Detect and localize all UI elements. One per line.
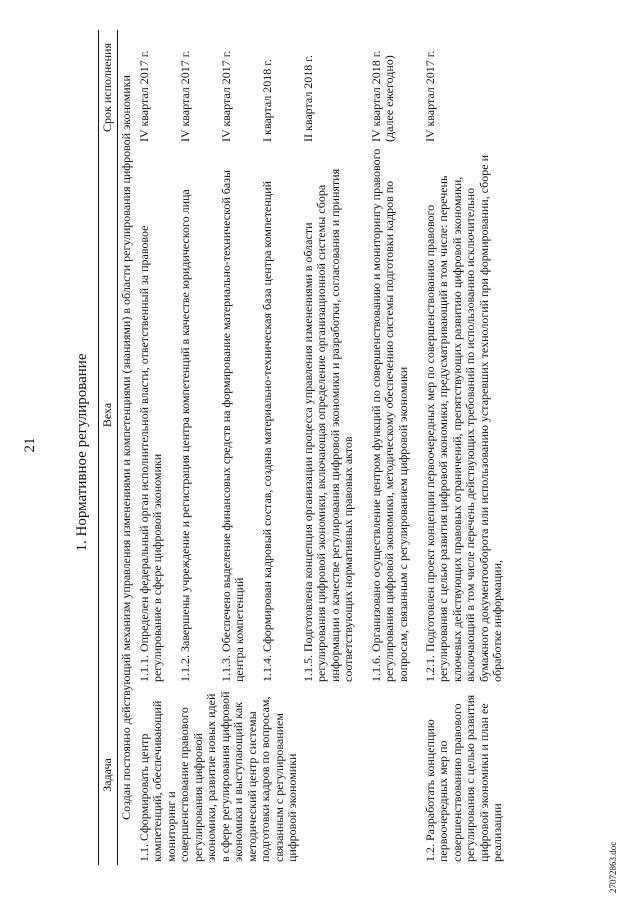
header-row bbox=[99, 30, 118, 865]
milestone-1-1-3: 1.1.3. Обеспечено выделение финансовых средств на формирование материально-технической базы центра компетенций bbox=[218, 169, 246, 682]
milestone-1-1-4: 1.1.4. Сформирован кадровый состав, создана материально-техническая база центра компетенций bbox=[259, 180, 274, 682]
goal-row bbox=[118, 30, 138, 865]
deadline-1-2-1: IV квартал 2017 г. bbox=[422, 50, 437, 142]
deadline-1-1-6: IV квартал 2018 г. (далее ежегодно) bbox=[368, 50, 396, 142]
footer-filename: 27072863.doc bbox=[608, 841, 618, 893]
milestone-1-1-6: 1.1.6. Организовано осуществление центром функций по совершенствованию и мониторингу правового регулирования цифровой экономики, методическому обеспечению системы подготовки кадров по вопросам, связанным с регулированием цифровой экономики bbox=[368, 148, 410, 682]
table-row bbox=[424, 30, 526, 865]
header-milestone: Веха bbox=[100, 402, 115, 428]
deadline-1-1-3: IV квартал 2017 г. bbox=[218, 50, 233, 142]
milestone-1-1-2: 1.1.2. Завершены учреждение и регистрация центра компетенций в качестве юридического лица bbox=[177, 189, 192, 682]
deadline-1-1-2: IV квартал 2017 г. bbox=[177, 50, 192, 142]
milestone-1-2-1: 1.2.1. Подготовлен проект концепции первоочередных мер по совершенствованию правового регулирования с целью развития цифровой экономики, предусматривающий в том числе: перечень ключевых действующих правовых ограничений, препятствующих развитию цифровой экономики, включающий в том числе перечень действующих требований по использованию исключительно бумажного документооборота или использованию устаревших технологий при формировании, сборе и обработке информации, bbox=[422, 155, 504, 682]
roadmap-table bbox=[98, 30, 526, 865]
header-task: Задача bbox=[100, 758, 115, 792]
deadline-1-1-1: IV квартал 2017 г. bbox=[136, 50, 151, 142]
page-number: 21 bbox=[22, 437, 38, 453]
table-row bbox=[138, 30, 179, 865]
deadline-1-1-5: II квартал 2018 г. bbox=[300, 55, 315, 142]
milestone-1-1-1: 1.1.1. Определен федеральный орган исполнительной власти, ответственный за правовое регулирование в сфере цифровой экономики bbox=[136, 225, 164, 682]
task-1-2: 1.2. Разработать концепцию первоочередных мер по совершенствованию правового регулирования с целью развития цифровой экономики и план ее реализации bbox=[422, 694, 504, 862]
header-deadline: Срок исполнения bbox=[100, 43, 115, 132]
task-1-1: 1.1. Сформировать центр компетенций, обеспечивающий мониторинг и совершенствование правового регулирования цифровой экономики, развитие новых идей в сфере регулирования цифровой экономики и выступающий как методический центр системы подготовки кадров по вопросам, связанным с регулированием цифровой экономики bbox=[136, 691, 299, 862]
goal-text: Создан постоянно действующий механизм управления изменениями и компетенциями (знаниями) в области регулирования цифровой экономики bbox=[119, 75, 133, 820]
milestone-1-1-5: 1.1.5. Подготовлена концепция организации процесса управления изменениями в области регулирования цифровой экономики, включающая определение организационной системы сбора информации о качестве регулирования цифровой экономики и разработки, согласования и принятия соответствующих нормативных правовых актов bbox=[300, 168, 355, 682]
section-title: 1. Нормативное регулирование bbox=[74, 353, 90, 552]
deadline-1-1-4: I квартал 2018 г. bbox=[259, 59, 274, 142]
